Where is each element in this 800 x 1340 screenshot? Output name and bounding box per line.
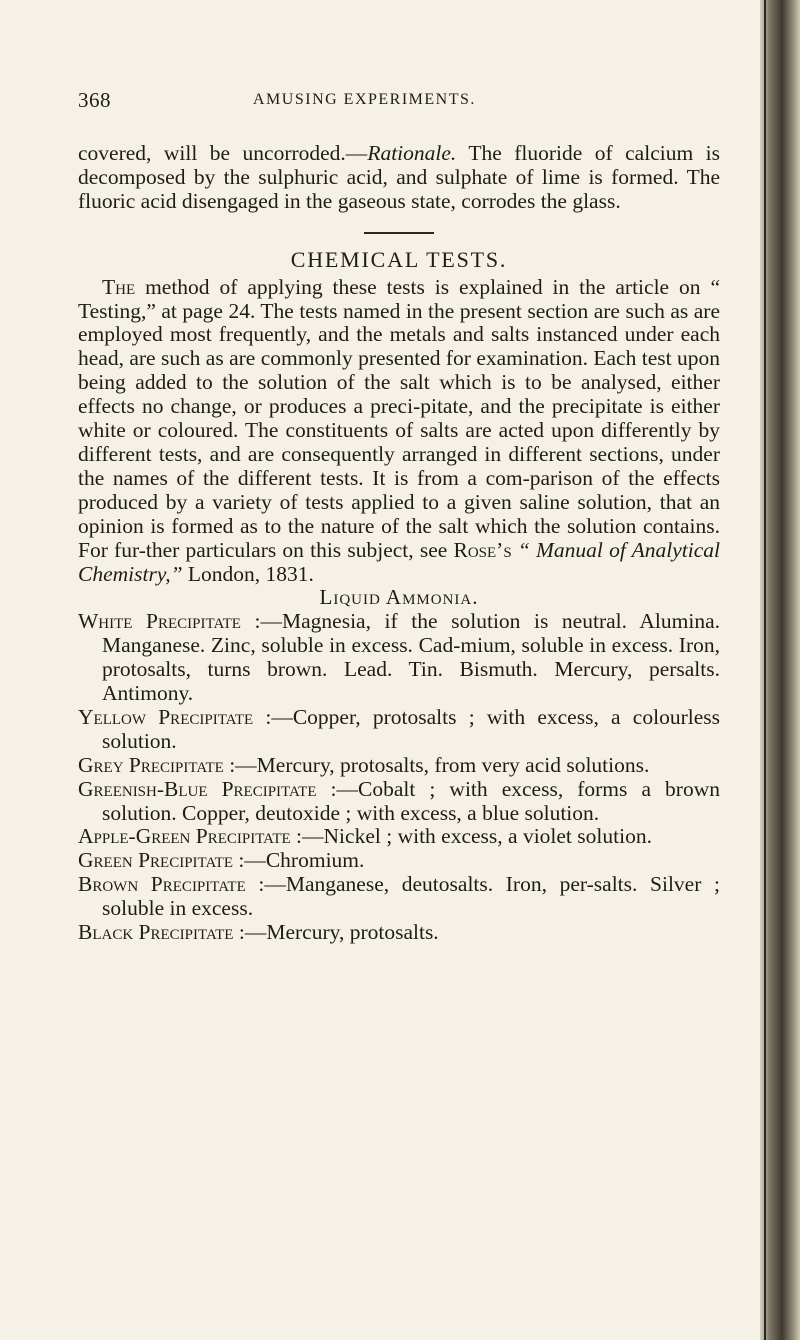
entry-label: Grey Precipitate : <box>78 752 236 777</box>
entry-label: Black Precipitate : <box>78 920 245 945</box>
entry-label: Yellow Precipitate : <box>78 704 272 729</box>
page-body <box>78 142 720 945</box>
entry-greenish-blue-precipitate <box>78 778 720 826</box>
entry-brown-precipitate <box>78 873 720 921</box>
opening-text-1: covered, will be uncorroded.— <box>78 141 368 165</box>
entry-label: Brown Precipitate : <box>78 872 265 897</box>
entry-label: Apple-Green Precipitate : <box>78 824 303 849</box>
running-head <box>78 88 718 112</box>
entry-grey-precipitate <box>78 754 720 778</box>
entry-text: —Magnesia, if the solution is neutral. Alumina. Manganese. Zinc, soluble in excess. Cad-mium, soluble in excess. Iron, protosalts, turns brown. Lead. Tin. Bismuth. Mercury, persalts. Antimony. <box>102 609 721 706</box>
subheading-liquid-ammonia: Liquid Ammonia. <box>319 585 479 610</box>
section-title: CHEMICAL TESTS. <box>290 246 508 272</box>
entry-white-precipitate <box>78 610 720 706</box>
entry-text: —Nickel ; with excess, a violet solution. <box>302 824 652 849</box>
entry-label: Green Precipitate : <box>78 848 245 873</box>
entry-text: —Copper, protosalts ; with excess, a colourless solution. <box>102 704 720 753</box>
intro-lead-word: The <box>102 274 136 299</box>
entry-label: Greenish-Blue Precipitate : <box>78 776 337 801</box>
page-number: 368 <box>78 88 111 112</box>
intro-text-2: London, 1831. <box>182 561 314 586</box>
entry-label: White Precipitate : <box>78 609 261 634</box>
rationale-label: Rationale. <box>367 141 457 165</box>
book-title: “ Manual of Analytical Chemistry,” <box>78 537 720 586</box>
author-name: Rose’s <box>453 537 512 562</box>
intro-paragraph <box>78 276 720 587</box>
intro-text-1: method of applying these tests is explained in the article on “ Testing,” at page 24. The tests named in the present section are such as are employed most frequently, and the metals and salts instanced under each head, are such as are commonly presented for examination. Each test upon being added to the solution of the salt which is to be analysed, either effects no change, or produces a preci-pitate, and the precipitate is either white or coloured. The constituents of salts are acted upon differently by different tests, and are consequently arranged in different sections, under the names of the different tests. It is from a com-parison of the effects produced by a variety of tests applied to a given saline solution, that an opinion is formed as to the nature of the salt which the solution contains. For fur-ther particulars on this subject, see <box>78 274 720 562</box>
entry-text: —Cobalt ; with excess, forms a brown solution. Copper, deutoxide ; with excess, a blue solution. <box>102 776 720 825</box>
running-title: AMUSING EXPERIMENTS. <box>253 91 476 108</box>
entry-yellow-precipitate <box>78 706 720 754</box>
page-edge-line <box>764 0 766 1340</box>
entry-black-precipitate <box>78 921 720 945</box>
page-edge-shadow <box>760 0 800 1340</box>
entry-green-precipitate <box>78 849 720 873</box>
entry-apple-green-precipitate <box>78 825 720 849</box>
entry-text: —Mercury, protosalts. <box>244 920 439 945</box>
opening-paragraph <box>78 142 720 214</box>
section-divider <box>364 232 434 234</box>
opening-text-2: The fluoride of calcium is decomposed by the sulphuric acid, and sulphate of lime is formed. The fluoric acid disengaged in the gaseous state, corrodes the glass. <box>78 141 720 213</box>
entry-text: —Manganese, deutosalts. Iron, per-salts. Silver ; soluble in excess. <box>102 872 720 921</box>
entry-text: —Mercury, protosalts, from very acid solutions. <box>235 752 650 777</box>
entry-text: —Chromium. <box>244 848 365 873</box>
